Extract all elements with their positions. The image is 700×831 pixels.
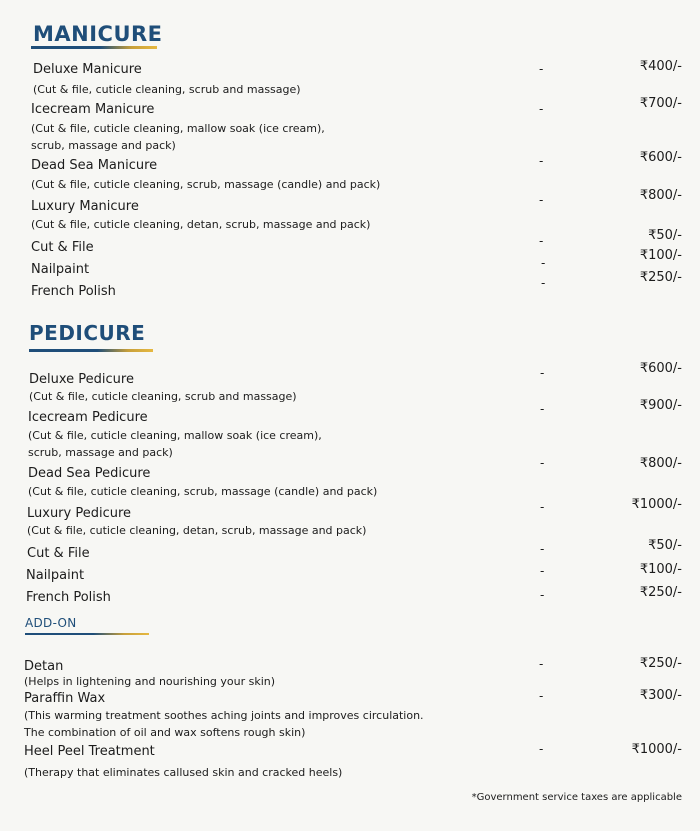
item-dash: - <box>540 456 545 470</box>
item-name: Luxury Manicure <box>31 199 139 214</box>
item-dash: - <box>541 276 546 290</box>
item-name: Deluxe Manicure <box>33 62 142 77</box>
item-price: ₹1000/- <box>631 497 682 512</box>
item-price: ₹250/- <box>639 585 682 600</box>
item-dash: - <box>540 500 545 514</box>
item-name: Icecream Manicure <box>31 102 155 117</box>
item-dash: - <box>540 588 545 602</box>
pedicure-underline <box>29 349 153 352</box>
item-name: French Polish <box>26 590 111 605</box>
item-dash: - <box>539 657 544 671</box>
item-dash: - <box>539 62 544 76</box>
item-name: Cut & File <box>27 546 90 561</box>
item-desc: (Cut & file, cuticle cleaning, scrub and massage) <box>33 83 301 96</box>
addon-underline <box>25 633 149 635</box>
item-name: Deluxe Pedicure <box>29 372 134 387</box>
item-dash: - <box>539 193 544 207</box>
item-price: ₹50/- <box>648 228 682 243</box>
item-price: ₹800/- <box>639 188 682 203</box>
item-name: Heel Peel Treatment <box>24 744 155 759</box>
item-desc: scrub, massage and pack) <box>31 139 176 152</box>
item-desc: (Cut & file, cuticle cleaning, mallow soak (ice cream), <box>28 429 322 442</box>
item-dash: - <box>540 564 545 578</box>
item-name: Nailpaint <box>31 262 90 277</box>
item-desc: The combination of oil and wax softens rough skin) <box>24 726 306 739</box>
item-price: ₹1000/- <box>631 742 682 757</box>
item-desc: (Cut & file, cuticle cleaning, scrub and massage) <box>29 390 297 403</box>
item-dash: - <box>539 234 544 248</box>
item-price: ₹100/- <box>639 248 682 263</box>
item-name: Icecream Pedicure <box>28 410 148 425</box>
item-desc: (Cut & file, cuticle cleaning, scrub, massage (candle) and pack) <box>31 178 381 191</box>
item-desc: (Therapy that eliminates callused skin and cracked heels) <box>24 766 343 779</box>
addon-heading: ADD-ON <box>25 616 77 630</box>
item-price: ₹600/- <box>639 361 682 376</box>
item-price: ₹600/- <box>639 150 682 165</box>
item-dash: - <box>539 742 544 756</box>
item-price: ₹400/- <box>639 59 682 74</box>
manicure-underline <box>31 46 157 49</box>
item-price: ₹250/- <box>639 270 682 285</box>
item-name: Dead Sea Manicure <box>31 158 158 173</box>
item-dash: - <box>540 542 545 556</box>
item-price: ₹250/- <box>639 656 682 671</box>
item-desc: (Cut & file, cuticle cleaning, scrub, massage (candle) and pack) <box>28 485 378 498</box>
manicure-heading: MANICURE <box>33 22 163 46</box>
item-desc: (This warming treatment soothes aching joints and improves circulation. <box>24 709 424 722</box>
item-price: ₹300/- <box>639 688 682 703</box>
item-name: Luxury Pedicure <box>27 506 132 521</box>
pedicure-heading: PEDICURE <box>29 321 146 345</box>
tax-footnote: *Government service taxes are applicable <box>471 792 682 803</box>
item-price: ₹900/- <box>639 398 682 413</box>
item-dash: - <box>539 102 544 116</box>
item-price: ₹50/- <box>648 538 682 553</box>
item-desc: (Cut & file, cuticle cleaning, detan, scrub, massage and pack) <box>31 218 371 231</box>
item-dash: - <box>540 402 545 416</box>
item-name: Dead Sea Pedicure <box>28 466 151 481</box>
item-dash: - <box>539 689 544 703</box>
item-name: French Polish <box>31 284 116 299</box>
item-price: ₹100/- <box>639 562 682 577</box>
item-name: Paraffin Wax <box>24 691 106 706</box>
item-dash: - <box>540 366 545 380</box>
item-desc: (Cut & file, cuticle cleaning, mallow soak (ice cream), <box>31 122 325 135</box>
item-desc: (Helps in lightening and nourishing your skin) <box>24 675 276 688</box>
item-price: ₹800/- <box>639 456 682 471</box>
item-desc: scrub, massage and pack) <box>28 446 173 459</box>
item-dash: - <box>541 256 546 270</box>
item-desc: (Cut & file, cuticle cleaning, detan, scrub, massage and pack) <box>27 524 367 537</box>
item-price: ₹700/- <box>639 96 682 111</box>
item-name: Detan <box>24 659 64 674</box>
item-name: Nailpaint <box>26 568 85 583</box>
item-dash: - <box>539 154 544 168</box>
item-name: Cut & File <box>31 240 94 255</box>
